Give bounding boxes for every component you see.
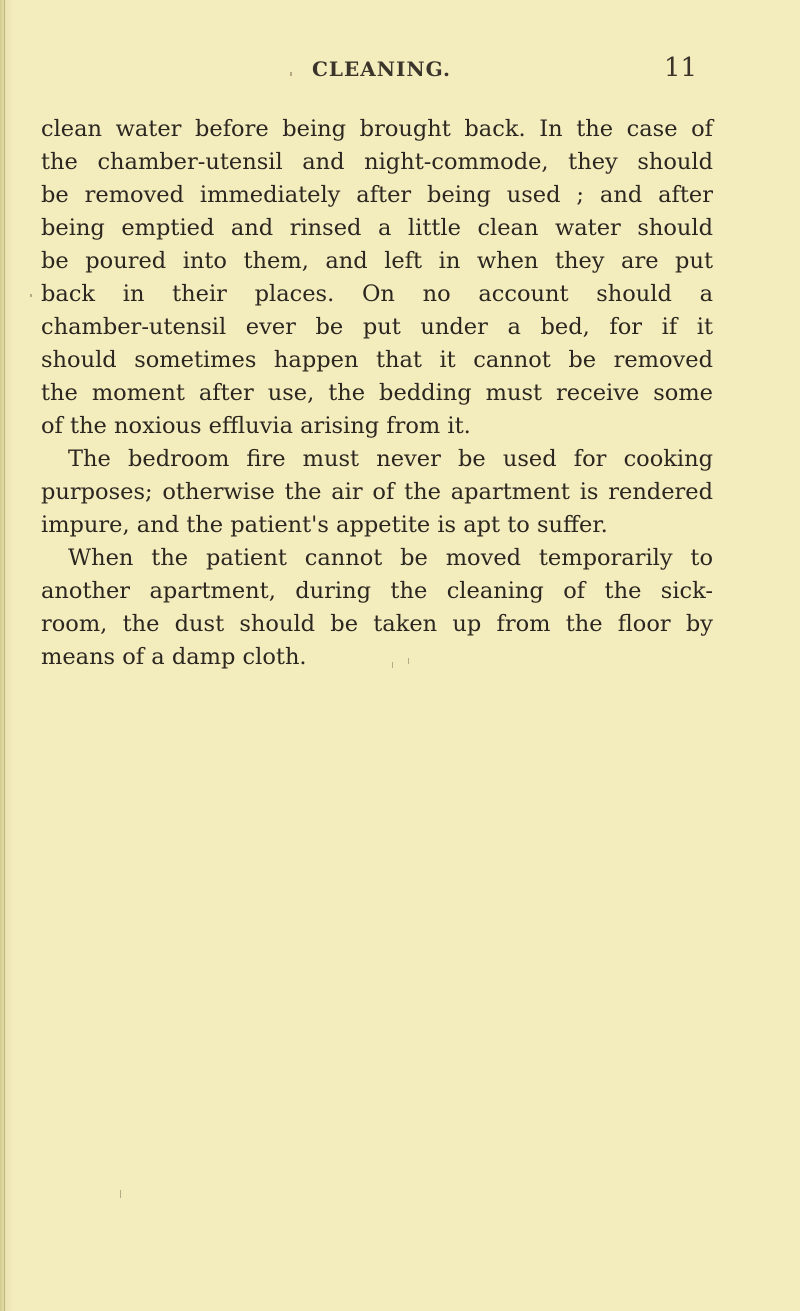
paper-speck <box>290 72 292 76</box>
text-line: room, the dust should be taken up from the floor by <box>41 611 713 637</box>
text-line: purposes; otherwise the air of the apartment is rendered <box>41 479 713 505</box>
text-line: of the noxious effluvia arising from it. <box>41 413 471 439</box>
page-gutter <box>4 0 5 1311</box>
paper-speck <box>392 662 393 668</box>
text-line: back in their places. On no account should a <box>41 281 713 307</box>
text-line: the chamber-utensil and night-commode, they should <box>41 149 713 175</box>
paper-speck <box>120 1190 121 1198</box>
paper-speck <box>30 294 32 297</box>
text-line: the moment after use, the bedding must receive some <box>41 380 713 406</box>
paper-speck <box>408 658 409 664</box>
text-line: When the patient cannot be moved temporarily to <box>68 545 713 571</box>
text-line: impure, and the patient's appetite is apt to suffer. <box>41 512 608 538</box>
text-line: should sometimes happen that it cannot be removed <box>41 347 713 373</box>
paragraph <box>41 443 713 542</box>
text-line: The bedroom fire must never be used for cooking <box>68 446 713 472</box>
text-line: another apartment, during the cleaning of the sick- <box>41 578 713 604</box>
text-line: clean water before being brought back. In the case of <box>41 116 713 142</box>
text-line: means of a damp cloth. <box>41 644 307 670</box>
running-head <box>0 53 800 87</box>
paragraph <box>41 113 713 443</box>
paragraph <box>41 542 713 674</box>
text-line: chamber-utensil ever be put under a bed, for if it <box>41 314 713 340</box>
text-line: be removed immediately after being used ; and after <box>41 182 713 208</box>
text-line: being emptied and rinsed a little clean water should <box>41 215 713 241</box>
body-text <box>41 113 713 674</box>
chapter-title: CLEANING. <box>312 57 451 81</box>
text-line: be poured into them, and left in when they are put <box>41 248 713 274</box>
page-number: 11 <box>664 53 698 83</box>
